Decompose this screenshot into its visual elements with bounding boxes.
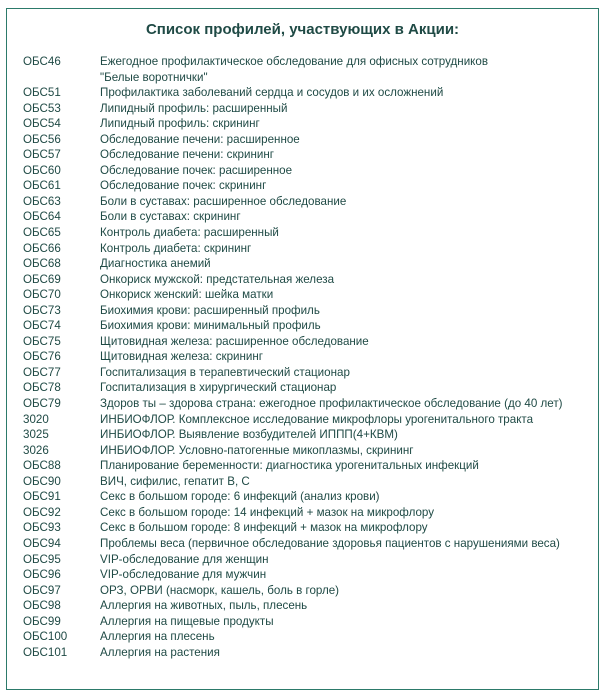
profile-description xyxy=(100,552,590,568)
profile-description-line: VIP-обследование для мужчин xyxy=(100,568,267,582)
profile-description xyxy=(100,427,590,443)
profile-row xyxy=(23,287,590,303)
profile-description xyxy=(100,241,590,257)
profile-code: ОБС51 xyxy=(23,86,61,100)
profile-row xyxy=(23,474,590,490)
profile-description-line: Боли в суставах: расширенное обследование xyxy=(100,194,347,208)
profile-description-line: Профилактика заболеваний сердца и сосудов и их осложнений xyxy=(100,86,444,100)
profile-row xyxy=(23,380,590,396)
profile-description xyxy=(100,163,590,179)
profile-description-line: Обследование печени: скрининг xyxy=(100,148,274,162)
profile-description-line: Липидный профиль: расширенный xyxy=(100,101,288,115)
profile-code: ОБС100 xyxy=(23,630,68,644)
profile-description xyxy=(100,536,590,552)
profile-description-line: Секс в большом городе: 14 инфекций + мазок на микрофлору xyxy=(100,505,435,519)
profile-row xyxy=(23,567,590,583)
profile-description-line: Госпитализация в хирургический стационар xyxy=(100,381,337,395)
profile-description-line: Аллергия на растения xyxy=(100,645,220,659)
profile-row xyxy=(23,427,590,443)
profile-description-line: Аллергия на плесень xyxy=(100,630,215,644)
profile-description xyxy=(100,365,590,381)
profile-description-line: ВИЧ, сифилис, гепатит В, С xyxy=(100,474,250,488)
profile-code: ОБС70 xyxy=(23,288,61,302)
profile-row xyxy=(23,614,590,630)
profile-row xyxy=(23,520,590,536)
profile-description xyxy=(100,380,590,396)
profile-description xyxy=(100,583,590,599)
profile-description xyxy=(100,520,590,536)
profile-description-line: Проблемы веса (первичное обследование здоровья пациентов с нарушениями веса) xyxy=(100,536,560,550)
profile-row xyxy=(23,645,590,661)
profile-row xyxy=(23,396,590,412)
profile-row xyxy=(23,54,590,85)
profile-code: 3025 xyxy=(23,428,49,442)
profile-row xyxy=(23,349,590,365)
profile-description-line: Липидный профиль: скрининг xyxy=(100,117,260,131)
profile-description-line: Ежегодное профилактическое обследование для офисных сотрудников xyxy=(100,55,488,68)
profile-code: 3020 xyxy=(23,412,49,426)
profile-code: ОБС68 xyxy=(23,257,61,271)
profile-description xyxy=(100,225,590,241)
profile-code: ОБС98 xyxy=(23,599,61,613)
profile-description-line: Щитовидная железа: расширенное обследование xyxy=(100,334,369,348)
profile-description xyxy=(100,303,590,319)
profile-code: ОБС77 xyxy=(23,365,61,379)
profile-row xyxy=(23,489,590,505)
profile-row xyxy=(23,85,590,101)
profile-row xyxy=(23,101,590,117)
profile-description-line: Аллергия на животных, пыль, плесень xyxy=(100,599,308,613)
profile-code: ОБС73 xyxy=(23,303,61,317)
profile-code: ОБС101 xyxy=(23,645,68,659)
profile-description xyxy=(100,412,590,428)
profile-code: ОБС74 xyxy=(23,319,61,333)
profile-code: ОБС69 xyxy=(23,272,61,286)
profile-code: ОБС65 xyxy=(23,226,61,240)
document-frame xyxy=(6,8,599,690)
profile-description-line: Обследование почек: скрининг xyxy=(100,179,267,193)
profile-description-line: Контроль диабета: расширенный xyxy=(100,226,279,240)
profile-description xyxy=(100,443,590,459)
profile-description xyxy=(100,489,590,505)
profile-description xyxy=(100,458,590,474)
profile-row xyxy=(23,505,590,521)
profile-row xyxy=(23,629,590,645)
profile-description-line: Диагностика анемий xyxy=(100,257,211,271)
profile-description xyxy=(100,396,590,412)
profile-code: ОБС61 xyxy=(23,179,61,193)
profile-code: ОБС95 xyxy=(23,552,61,566)
profile-description-line: ОРЗ, ОРВИ (насморк, кашель, боль в горле) xyxy=(100,583,340,597)
profile-row xyxy=(23,536,590,552)
profile-code: ОБС76 xyxy=(23,350,61,364)
profile-description-line: Секс в большом городе: 8 инфекций + мазок на микрофлору xyxy=(100,521,428,535)
profile-row xyxy=(23,116,590,132)
profile-code: ОБС94 xyxy=(23,536,61,550)
profile-row xyxy=(23,272,590,288)
profile-code: ОБС75 xyxy=(23,334,61,348)
profile-description xyxy=(100,598,590,614)
profile-row xyxy=(23,163,590,179)
profile-description xyxy=(100,614,590,630)
profile-row xyxy=(23,256,590,272)
profile-description-line: Онкориск мужской: предстательная железа xyxy=(100,272,335,286)
profile-row xyxy=(23,443,590,459)
profile-code: ОБС56 xyxy=(23,132,61,146)
profile-description xyxy=(100,194,590,210)
profile-description xyxy=(100,116,590,132)
profile-code: ОБС53 xyxy=(23,101,61,115)
profile-description-line: ИНБИОФЛОР. Комплексное исследование микрофлоры урогенитального тракта xyxy=(100,412,534,426)
profile-code: ОБС88 xyxy=(23,459,61,473)
profile-description xyxy=(100,287,590,303)
profile-description-line: "Белые воротнички" xyxy=(100,70,208,84)
profile-code: ОБС90 xyxy=(23,474,61,488)
page-title: Список профилей, участвующих в Акции: xyxy=(145,21,460,38)
profile-description-line: Контроль диабета: скрининг xyxy=(100,241,252,255)
profile-description-line: Боли в суставах: скрининг xyxy=(100,210,241,224)
profile-row xyxy=(23,583,590,599)
profile-row xyxy=(23,334,590,350)
profile-description-line: Секс в большом городе: 6 инфекций (анализ крови) xyxy=(100,490,380,504)
profile-row xyxy=(23,194,590,210)
profile-code: ОБС66 xyxy=(23,241,61,255)
profile-description xyxy=(100,85,590,101)
profile-row xyxy=(23,178,590,194)
profile-description xyxy=(100,349,590,365)
profile-code: ОБС93 xyxy=(23,521,61,535)
profile-code: ОБС46 xyxy=(23,55,61,68)
profile-row xyxy=(23,318,590,334)
profile-description xyxy=(100,256,590,272)
profile-description-line: Госпитализация в терапевтический стационар xyxy=(100,365,350,379)
profile-list xyxy=(23,54,590,660)
profile-description-line: Биохимия крови: минимальный профиль xyxy=(100,319,321,333)
profile-description xyxy=(100,101,590,117)
profile-row xyxy=(23,225,590,241)
profile-description-line: ИНБИОФЛОР. Условно-патогенные микоплазмы, скрининг xyxy=(100,443,414,457)
profile-description xyxy=(100,54,590,85)
profile-description-line: Обследование почек: расширенное xyxy=(100,163,293,177)
profile-description xyxy=(100,178,590,194)
profile-row xyxy=(23,365,590,381)
profile-code: ОБС92 xyxy=(23,505,61,519)
profile-description-line: Онкориск женский: шейка матки xyxy=(100,288,274,302)
profile-description-line: Здоров ты – здорова страна: ежегодное профилактическое обследование (до 40 лет) xyxy=(100,397,563,411)
profile-code: ОБС78 xyxy=(23,381,61,395)
profile-description xyxy=(100,505,590,521)
profile-description-line: Щитовидная железа: скрининг xyxy=(100,350,264,364)
profile-description-line: ИНБИОФЛОР. Выявление возбудителей ИППП(4+КВМ) xyxy=(100,428,398,442)
profile-description-line: VIP-обследование для женщин xyxy=(100,552,269,566)
profile-code: ОБС60 xyxy=(23,163,61,177)
profile-row xyxy=(23,303,590,319)
profile-description-line: Планирование беременности: диагностика урогенитальных инфекций xyxy=(100,459,479,473)
profile-description-line: Обследование печени: расширенное xyxy=(100,132,300,146)
profile-code: ОБС97 xyxy=(23,583,61,597)
profile-description xyxy=(100,334,590,350)
profile-description xyxy=(100,645,590,661)
profile-row xyxy=(23,458,590,474)
profile-row xyxy=(23,147,590,163)
profile-code: ОБС79 xyxy=(23,397,61,411)
profile-description xyxy=(100,318,590,334)
profile-description xyxy=(100,567,590,583)
profile-code: ОБС91 xyxy=(23,490,61,504)
profile-row xyxy=(23,132,590,148)
profile-description-line: Аллергия на пищевые продукты xyxy=(100,614,274,628)
profile-code: ОБС57 xyxy=(23,148,61,162)
profile-description xyxy=(100,272,590,288)
profile-row xyxy=(23,552,590,568)
profile-description xyxy=(100,147,590,163)
profile-code: 3026 xyxy=(23,443,49,457)
profile-row xyxy=(23,241,590,257)
profile-description xyxy=(100,629,590,645)
profile-description xyxy=(100,209,590,225)
profile-description-line: Биохимия крови: расширенный профиль xyxy=(100,303,320,317)
profile-row xyxy=(23,412,590,428)
profile-row xyxy=(23,598,590,614)
profile-description xyxy=(100,132,590,148)
profile-code: ОБС96 xyxy=(23,568,61,582)
profile-row xyxy=(23,209,590,225)
profile-code: ОБС54 xyxy=(23,117,61,131)
profile-code: ОБС63 xyxy=(23,194,61,208)
profile-code: ОБС99 xyxy=(23,614,61,628)
profile-code: ОБС64 xyxy=(23,210,61,224)
profile-description xyxy=(100,474,590,490)
